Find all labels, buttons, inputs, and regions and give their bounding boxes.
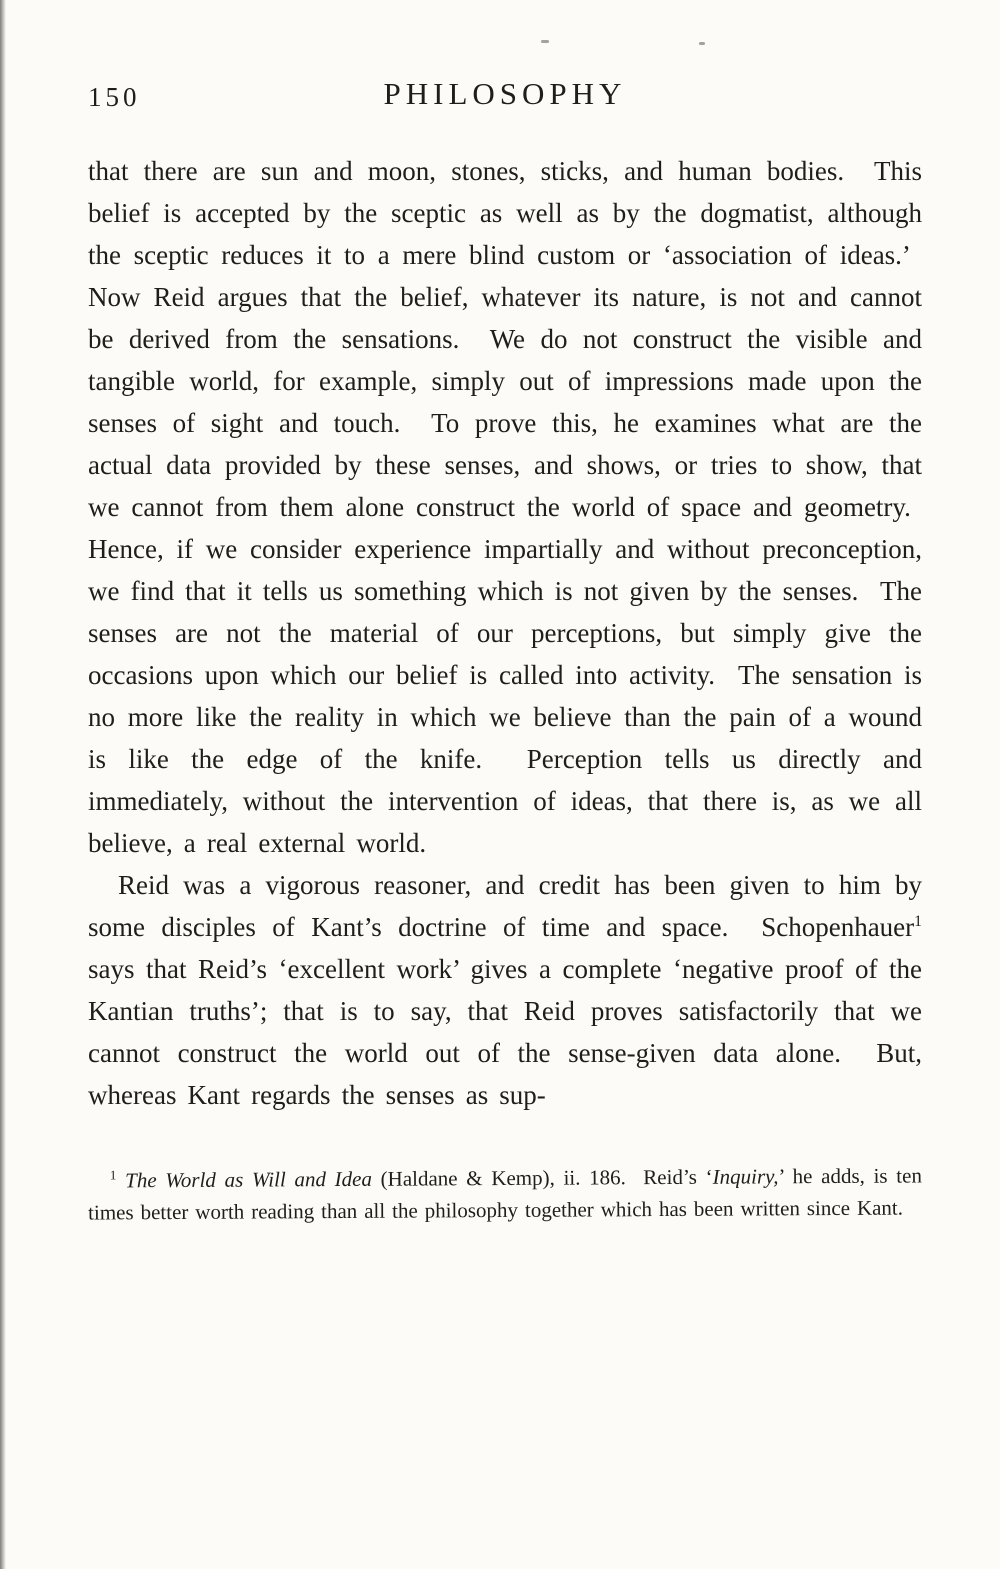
running-title: PHILOSOPHY	[383, 76, 627, 111]
page-header	[0, 0, 1000, 120]
page-number: 150	[88, 82, 141, 112]
footnote	[88, 1159, 922, 1228]
footnote-book-title: The World as Will and Idea	[125, 1166, 373, 1193]
paragraph	[88, 864, 922, 1116]
paragraph-text: says that Reid’s ‘excellent work’ gives a complete ‘negative proof of the Kantian truths’; that is to say, that Reid proves satisfactorily that we cannot construct the world out of the sense-given data alone. But, whereas Kant regards the senses as sup-	[88, 954, 922, 1110]
footnote-text: ’ he adds, is ten times better worth reading than all the philosophy together which has been written since Kant.	[88, 1163, 922, 1225]
paragraph-text: Reid was a vigorous reasoner, and credit has been given to him by some disciples of Kant’s doctrine of time and space. Schopenhauer	[88, 870, 922, 942]
footnote-reference: 1	[914, 913, 922, 930]
footnote-text: (Haldane & Kemp), ii. 186. Reid’s ‘	[371, 1164, 713, 1191]
footnote-work-title: Inquiry,	[712, 1164, 779, 1189]
footnote-marker: 1	[109, 1167, 117, 1183]
body-text	[0, 120, 1000, 1116]
paragraph: that there are sun and moon, stones, sticks, and human bodies. This belief is accepted by the sceptic as well as by the dogmatist, although the sceptic reduces it to a mere blind custom or ‘association of ideas.’ Now Reid argues that the belief, whatever its nature, is not and cannot be derived from the sensations. We do not construct the visible and tangible world, for example, simply out of impressions made upon the senses of sight and touch. To prove this, he examines what are the actual data provided by these senses, and shows, or tries to show, that we cannot from them alone construct the world of space and geometry. Hence, if we consider experience impartially and without preconception, we find that it tells us something which is not given by the senses. The senses are not the material of our perceptions, but simply give the occasions upon which our belief is called into activity. The sensation is no more like the reality in which we believe than the pain of a wound is like the edge of the knife. Perception tells us directly and immediately, without the intervention of ideas, that there is, as we all believe, a real external world.	[88, 156, 922, 858]
